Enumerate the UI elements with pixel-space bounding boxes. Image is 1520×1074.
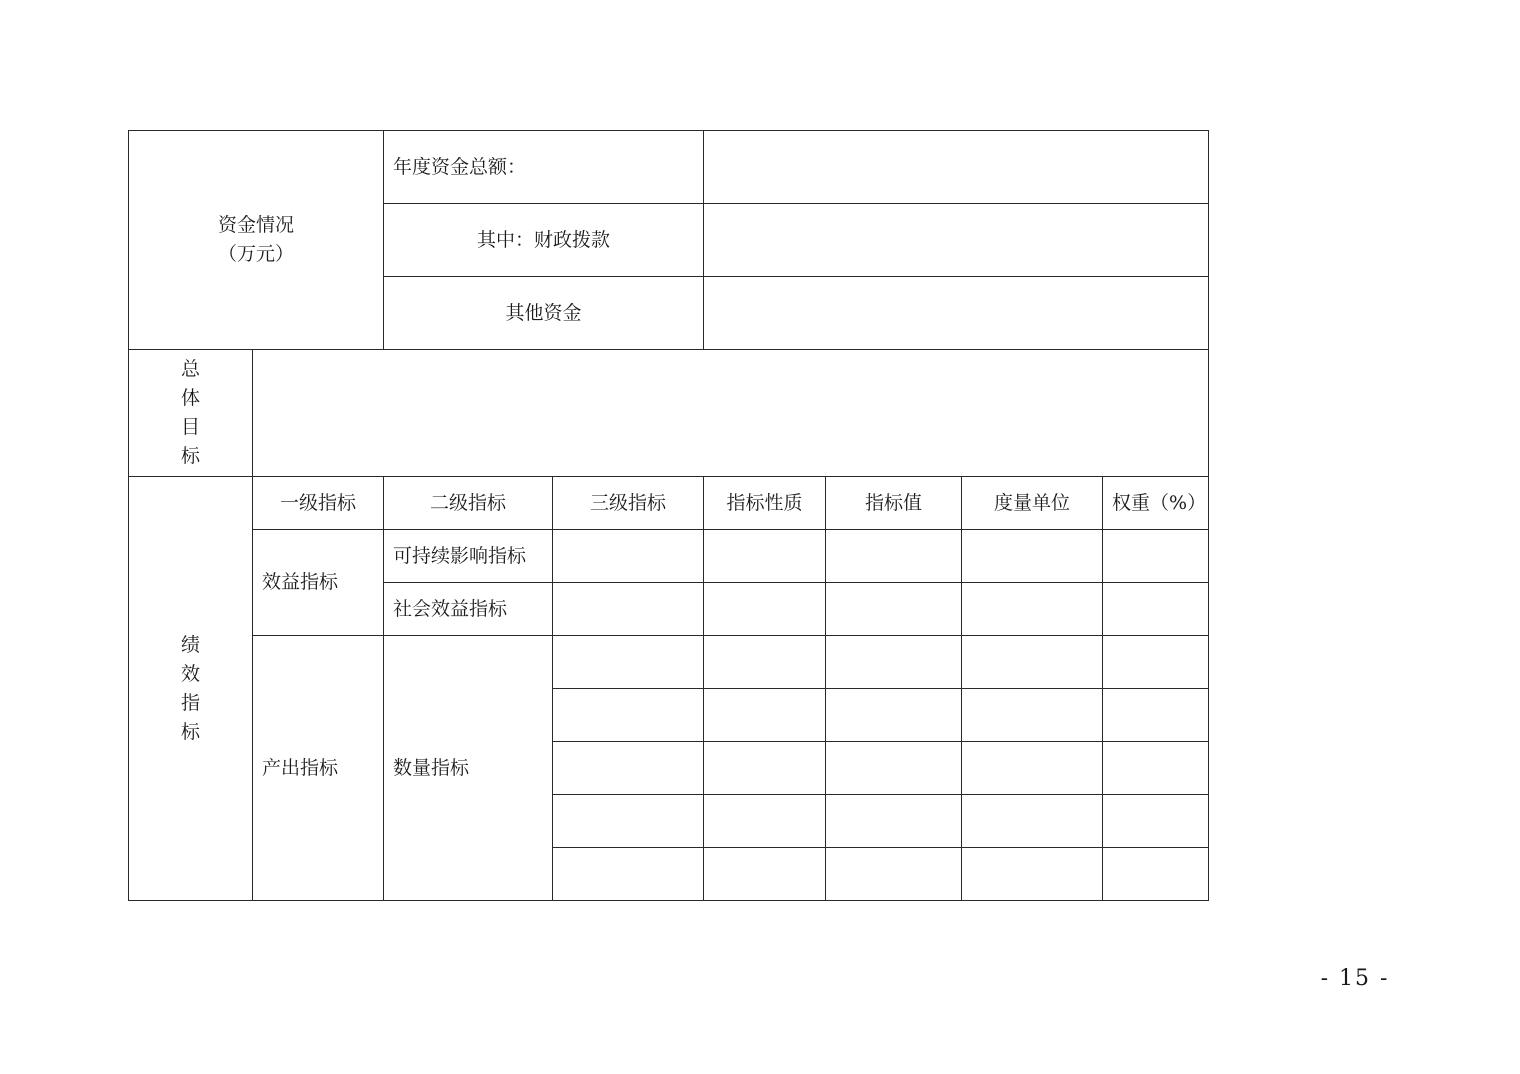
table-cell[interactable] bbox=[553, 742, 704, 795]
table-cell[interactable] bbox=[826, 530, 962, 583]
table-cell[interactable] bbox=[1103, 795, 1209, 848]
table-cell[interactable] bbox=[553, 636, 704, 689]
annual-total-label: 年度资金总额： bbox=[384, 131, 704, 204]
overall-goal-content-cell[interactable] bbox=[253, 350, 1209, 477]
overall-goal-char: 目 bbox=[180, 416, 200, 438]
funding-label: 资金情况 bbox=[218, 214, 295, 236]
table-cell[interactable] bbox=[1103, 742, 1209, 795]
performance-goal-table bbox=[128, 130, 1209, 901]
output-indicator-label: 产出指标 bbox=[253, 636, 384, 901]
header-nature: 指标性质 bbox=[704, 477, 826, 530]
table-cell[interactable] bbox=[962, 742, 1103, 795]
table-cell[interactable] bbox=[962, 848, 1103, 901]
overall-goal-row bbox=[129, 350, 1209, 477]
benefit-row-sustainable bbox=[129, 530, 1209, 583]
table-cell[interactable] bbox=[826, 742, 962, 795]
table-cell[interactable] bbox=[962, 583, 1103, 636]
table-cell[interactable] bbox=[553, 530, 704, 583]
funding-row-total bbox=[129, 131, 1209, 204]
header-level1: 一级指标 bbox=[253, 477, 384, 530]
table-cell[interactable] bbox=[704, 742, 826, 795]
table-cell[interactable] bbox=[704, 530, 826, 583]
table-cell[interactable] bbox=[553, 848, 704, 901]
table-cell[interactable] bbox=[704, 848, 826, 901]
header-weight: 权重（%） bbox=[1103, 477, 1209, 530]
table-cell[interactable] bbox=[826, 689, 962, 742]
other-funds-label: 其他资金 bbox=[384, 277, 704, 350]
table-cell[interactable] bbox=[1103, 530, 1209, 583]
header-unit: 度量单位 bbox=[962, 477, 1103, 530]
benefit-indicator-label: 效益指标 bbox=[253, 530, 384, 636]
header-value: 指标值 bbox=[826, 477, 962, 530]
indicator-header-row bbox=[129, 477, 1209, 530]
performance-indicator-label bbox=[129, 477, 253, 901]
fiscal-allocation-label: 其中：财政拨款 bbox=[384, 204, 704, 277]
table-cell[interactable] bbox=[704, 689, 826, 742]
page-number: - 15 - bbox=[1320, 966, 1390, 991]
table-cell[interactable] bbox=[553, 795, 704, 848]
other-funds-value-cell[interactable] bbox=[704, 277, 1209, 350]
overall-goal-char: 体 bbox=[180, 387, 200, 409]
table-cell[interactable] bbox=[1103, 848, 1209, 901]
header-level3: 三级指标 bbox=[553, 477, 704, 530]
table-cell[interactable] bbox=[704, 583, 826, 636]
table-cell[interactable] bbox=[1103, 689, 1209, 742]
table-cell[interactable] bbox=[1103, 583, 1209, 636]
output-row bbox=[129, 636, 1209, 689]
sustainable-impact-label: 可持续影响指标 bbox=[384, 530, 553, 583]
funding-unit-label: （万元） bbox=[218, 243, 295, 265]
performance-label-char: 标 bbox=[180, 720, 200, 743]
overall-goal-char: 总 bbox=[180, 358, 200, 380]
table-cell[interactable] bbox=[962, 795, 1103, 848]
table-cell[interactable] bbox=[553, 689, 704, 742]
table-cell[interactable] bbox=[704, 795, 826, 848]
table-cell[interactable] bbox=[826, 583, 962, 636]
table-cell[interactable] bbox=[704, 636, 826, 689]
performance-label-char: 指 bbox=[180, 691, 200, 714]
performance-label-char: 效 bbox=[180, 662, 200, 685]
table-cell[interactable] bbox=[1103, 636, 1209, 689]
table-cell[interactable] bbox=[826, 848, 962, 901]
table-cell[interactable] bbox=[962, 689, 1103, 742]
table-cell[interactable] bbox=[553, 583, 704, 636]
fiscal-allocation-value-cell[interactable] bbox=[704, 204, 1209, 277]
table-cell[interactable] bbox=[962, 530, 1103, 583]
overall-goal-label bbox=[129, 350, 253, 477]
table-cell[interactable] bbox=[962, 636, 1103, 689]
quantity-indicator-label: 数量指标 bbox=[384, 636, 553, 901]
social-benefit-label: 社会效益指标 bbox=[384, 583, 553, 636]
performance-label-char: 绩 bbox=[180, 633, 200, 656]
funding-label-cell bbox=[129, 131, 384, 350]
overall-goal-char: 标 bbox=[180, 445, 200, 467]
table-cell[interactable] bbox=[826, 795, 962, 848]
header-level2: 二级指标 bbox=[384, 477, 553, 530]
annual-total-value-cell[interactable] bbox=[704, 131, 1209, 204]
table-cell[interactable] bbox=[826, 636, 962, 689]
